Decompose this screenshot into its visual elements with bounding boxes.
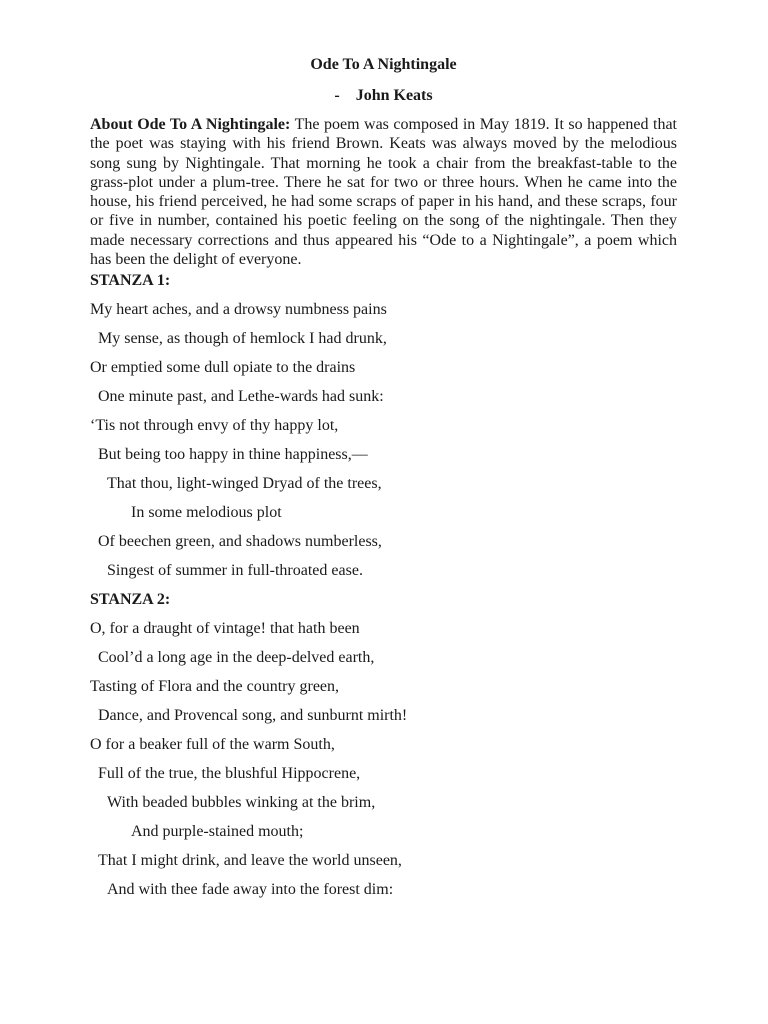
about-paragraph — [90, 115, 677, 269]
verse-line: That I might drink, and leave the world unseen, — [98, 852, 402, 869]
verse-line: Cool’d a long age in the deep-delved earth, — [98, 649, 375, 666]
verse-line: That thou, light-winged Dryad of the trees, — [107, 475, 382, 492]
verse-line: My heart aches, and a drowsy numbness pains — [90, 301, 387, 318]
stanza-heading: STANZA 1: — [90, 272, 171, 289]
poem-author-line — [90, 86, 677, 106]
verse-line: And with thee fade away into the forest dim: — [107, 881, 394, 898]
verse-line: Or emptied some dull opiate to the drains — [90, 359, 356, 376]
poem-author: John Keats — [355, 87, 433, 104]
stanza-heading: STANZA 2: — [90, 591, 171, 608]
verse-line: O, for a draught of vintage! that hath been — [90, 620, 360, 637]
author-dash: - — [334, 87, 340, 104]
verse-line: ‘Tis not through envy of thy happy lot, — [90, 417, 339, 434]
verse-line: In some melodious plot — [131, 504, 282, 521]
verse-line: And purple-stained mouth; — [131, 823, 304, 840]
verse-line: Dance, and Provencal song, and sunburnt mirth! — [98, 707, 408, 724]
verse-line: Tasting of Flora and the country green, — [90, 678, 340, 695]
verse-line: One minute past, and Lethe-wards had sunk: — [98, 388, 384, 405]
verse-line: But being too happy in thine happiness,— — [98, 446, 368, 463]
verse-line: Of beechen green, and shadows numberless, — [98, 533, 382, 550]
verse-line: O for a beaker full of the warm South, — [90, 736, 335, 753]
verse-line: Singest of summer in full-throated ease. — [107, 562, 363, 579]
verse-line: My sense, as though of hemlock I had drunk, — [98, 330, 387, 347]
verse-line: With beaded bubbles winking at the brim, — [107, 794, 376, 811]
poem-title: Ode To A Nightingale — [310, 56, 457, 73]
verse-line: Full of the true, the blushful Hippocrene, — [98, 765, 361, 782]
about-label: About Ode To A Nightingale: — [90, 116, 291, 133]
about-text: The poem was composed in May 1819. It so happened that the poet was staying with his friend Brown. Keats was always moved by the melodious song sung by Nightingale. That morning he took a chair from the breakfast-table to the grass-plot under a plum-tree. There he sat for two or three hours. When he came into the house, his friend perceived, he had some scraps of paper in his hand, and these scraps, four or five in number, contained his poetic feeling on the song of the nightingale. Then they made necessary corrections and thus appeared his “Ode to a Nightingale”, a poem which has been the delight of everyone. — [90, 116, 677, 269]
